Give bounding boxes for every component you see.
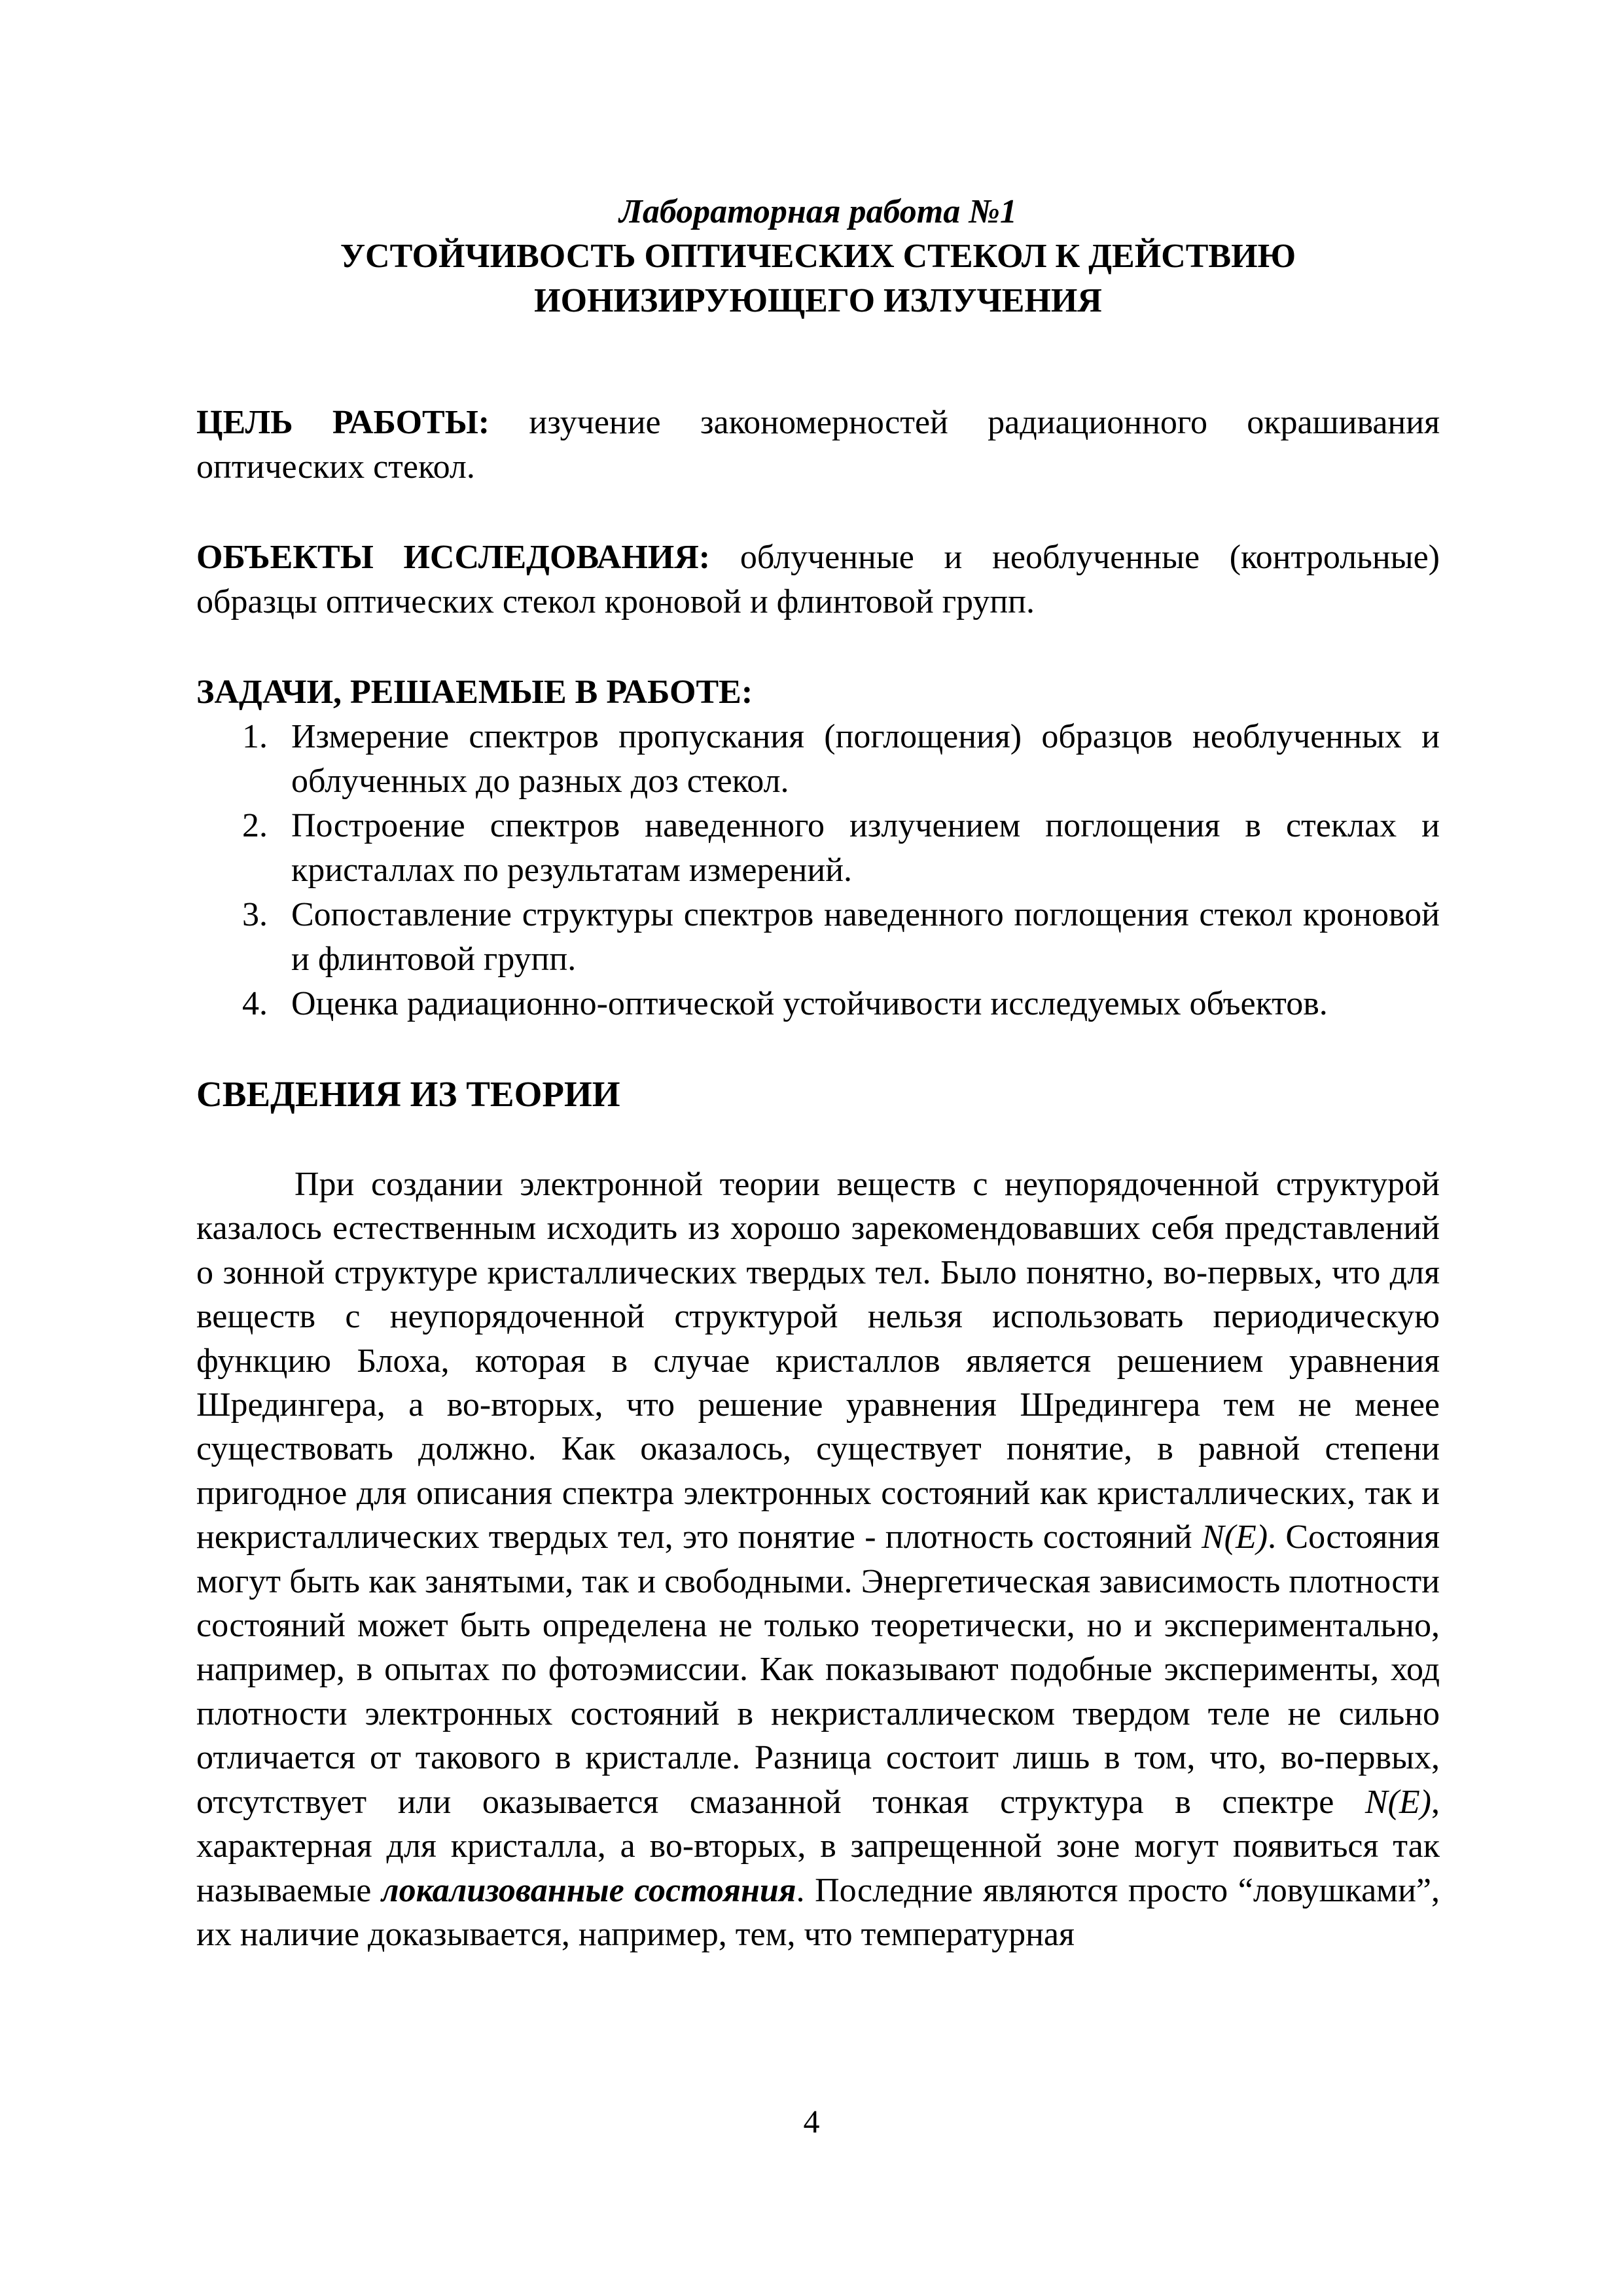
- title-line-2: ИОНИЗИРУЮЩЕГО ИЗЛУЧЕНИЯ: [534, 282, 1102, 319]
- theory-text-1: При создании электронной теории веществ с неупорядоченной структурой казалось естественным исходить из хорошо зарекомендовавших себя представлений о зонной структуре кристаллических твердых тел. Было понятно, во-первых, что для веществ с неупорядоченной структурой нельзя использовать периодическую функцию Блоха, которая в случае кристаллов является решением уравнения Шредингера, а во-вторых, что решение уравнения Шредингера тем не менее существовать должно. Как оказалось, существует понятие, в равной степени пригодное для описания спектра электронных состояний как кристаллических, так и некристаллических твердых тел, это понятие - плотность состояний: [196, 1166, 1440, 1556]
- density-symbol: N(E): [1201, 1518, 1268, 1556]
- tasks-list: [196, 715, 1440, 1026]
- theory-paragraph: [196, 1162, 1440, 1956]
- localized-states-term: локализованные состояния: [381, 1871, 796, 1909]
- list-item: [196, 893, 1440, 982]
- theory-text-4: . Последние являются просто “ловушками”, их наличие доказывается, например, тем, что температурная: [196, 1871, 1440, 1953]
- theory-heading: СВЕДЕНИЯ ИЗ ТЕОРИИ: [196, 1074, 620, 1114]
- list-item-number: 4.: [242, 985, 268, 1022]
- goal-heading: ЦЕЛЬ РАБОТЫ:: [196, 404, 490, 441]
- spacer: [196, 1026, 1440, 1072]
- list-item: [196, 804, 1440, 893]
- title-block: [196, 190, 1440, 323]
- objects-heading: ОБЪЕКТЫ ИССЛЕДОВАНИЯ:: [196, 539, 711, 576]
- spacer: [196, 323, 1440, 401]
- theory-text-2: . Состояния могут быть как занятыми, так и свободными. Энергетическая зависимость плотности состояний может быть определена не только теоретически, но и экспериментально, например, в опытах по фотоэмиссии. Как показывают подобные эксперименты, ход плотности электронных состояний в некристаллическом твердом теле не сильно отличается от такового в кристалле. Разница состоит лишь в том, что, во-первых, отсутствует или оказывается смазанной тонкая структура в спектре: [196, 1518, 1440, 1821]
- list-item-text: Построение спектров наведенного излучением поглощения в стеклах и кристаллах по результатам измерений.: [291, 807, 1440, 889]
- theory-text-3: , характерная для кристалла, а во-вторых, в запрещенной зоне могут появиться так называемые: [196, 1783, 1440, 1909]
- page-content: [196, 190, 1440, 1956]
- list-item-text: Измерение спектров пропускания (поглощения) образцов необлученных и облученных до разных доз стекол.: [291, 718, 1440, 800]
- objects-text: облученные и необлученные (контрольные) образцы оптических стекол кроновой и флинтовой групп.: [196, 539, 1440, 620]
- title-line-1: УСТОЙЧИВОСТЬ ОПТИЧЕСКИХ СТЕКОЛ К ДЕЙСТВИЮ: [340, 238, 1296, 275]
- spacer: [196, 624, 1440, 670]
- list-item-number: 3.: [242, 896, 268, 933]
- list-item-number: 1.: [242, 718, 268, 755]
- tasks-heading: ЗАДАЧИ, РЕШАЕМЫЕ В РАБОТЕ:: [196, 673, 753, 711]
- goal-paragraph: [196, 401, 1440, 490]
- spacer: [196, 490, 1440, 535]
- lab-work-label: Лабораторная работа №1: [619, 193, 1017, 230]
- density-symbol: N(E): [1364, 1783, 1431, 1821]
- page-number: 4: [803, 2103, 820, 2140]
- list-item: [196, 982, 1440, 1026]
- list-item-number: 2.: [242, 807, 268, 844]
- list-item-text: Сопоставление структуры спектров наведенного поглощения стекол кроновой и флинтовой групп.: [291, 896, 1440, 978]
- goal-text: изучение закономерностей радиационного окрашивания оптических стекол.: [196, 404, 1440, 486]
- list-item: [196, 715, 1440, 804]
- list-item-text: Оценка радиационно-оптической устойчивости исследуемых объектов.: [291, 985, 1328, 1022]
- spacer: [196, 1117, 1440, 1162]
- objects-paragraph: [196, 535, 1440, 624]
